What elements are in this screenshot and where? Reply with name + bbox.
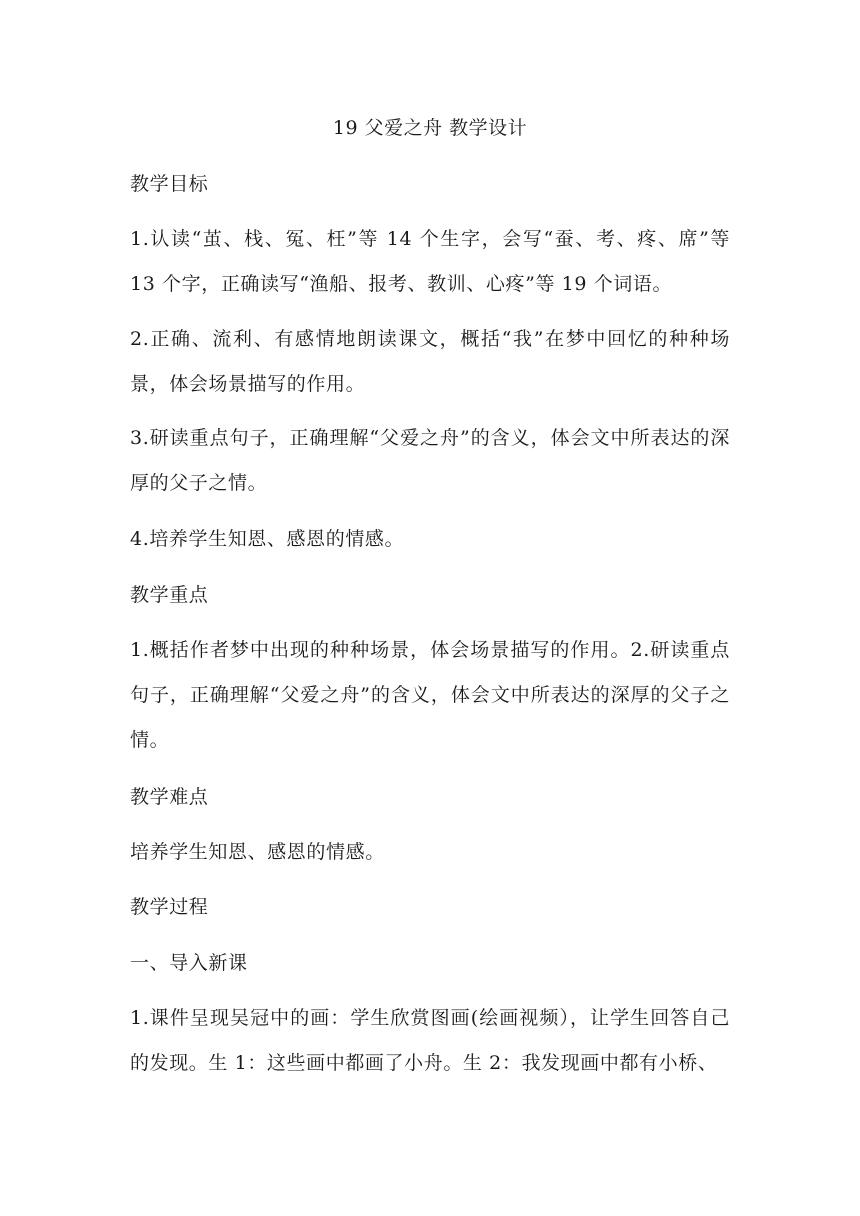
section-heading-objectives	[130, 162, 730, 207]
heading-text: 教学过程	[130, 896, 209, 918]
paragraph-text: 4.培养学生知恩、感恩的情感。	[130, 528, 405, 550]
section-heading-difficulties	[130, 775, 730, 820]
paragraph-text: 2.正确、流利、有感情地朗读课文，概括“我”在梦中回忆的种种场景，体会场景描写的作用。	[130, 328, 730, 395]
section-heading-process	[130, 885, 730, 930]
document-title: 19 父爱之舟 教学设计	[332, 117, 528, 139]
objective-paragraph-4	[130, 517, 730, 562]
paragraph-text: 1.认读“茧、栈、冤、枉”等 14 个生字，会写“蚕、考、疼、席”等 13 个字，正确读写“渔船、报考、教训、心疼”等 19 个词语。	[130, 228, 730, 295]
section-heading-intro	[130, 941, 730, 986]
objective-paragraph-1	[130, 217, 730, 307]
paragraph-text: 3.研读重点句子，正确理解“父爱之舟”的含义，体会文中所表达的深厚的父子之情。	[130, 427, 730, 494]
difficulties-paragraph	[130, 830, 730, 875]
objective-paragraph-3	[130, 416, 730, 506]
key-points-paragraph	[130, 628, 730, 763]
heading-text: 一、导入新课	[130, 952, 248, 974]
heading-text: 教学重点	[130, 584, 209, 606]
heading-text: 教学难点	[130, 786, 209, 808]
objective-paragraph-2	[130, 317, 730, 407]
paragraph-text: 1.概括作者梦中出现的种种场景，体会场景描写的作用。2.研读重点句子，正确理解“父爱之舟”的含义，体会文中所表达的深厚的父子之情。	[130, 639, 730, 751]
paragraph-text: 培养学生知恩、感恩的情感。	[130, 841, 385, 863]
paragraph-text: 1.课件呈现吴冠中的画：学生欣赏图画(绘画视频），让学生回答自己的发现。生 1：这些画中都画了小舟。生 2：我发现画中都有小桥、	[130, 1007, 730, 1074]
intro-paragraph-1	[130, 996, 730, 1086]
heading-text: 教学目标	[130, 173, 209, 195]
section-heading-key-points	[130, 573, 730, 618]
